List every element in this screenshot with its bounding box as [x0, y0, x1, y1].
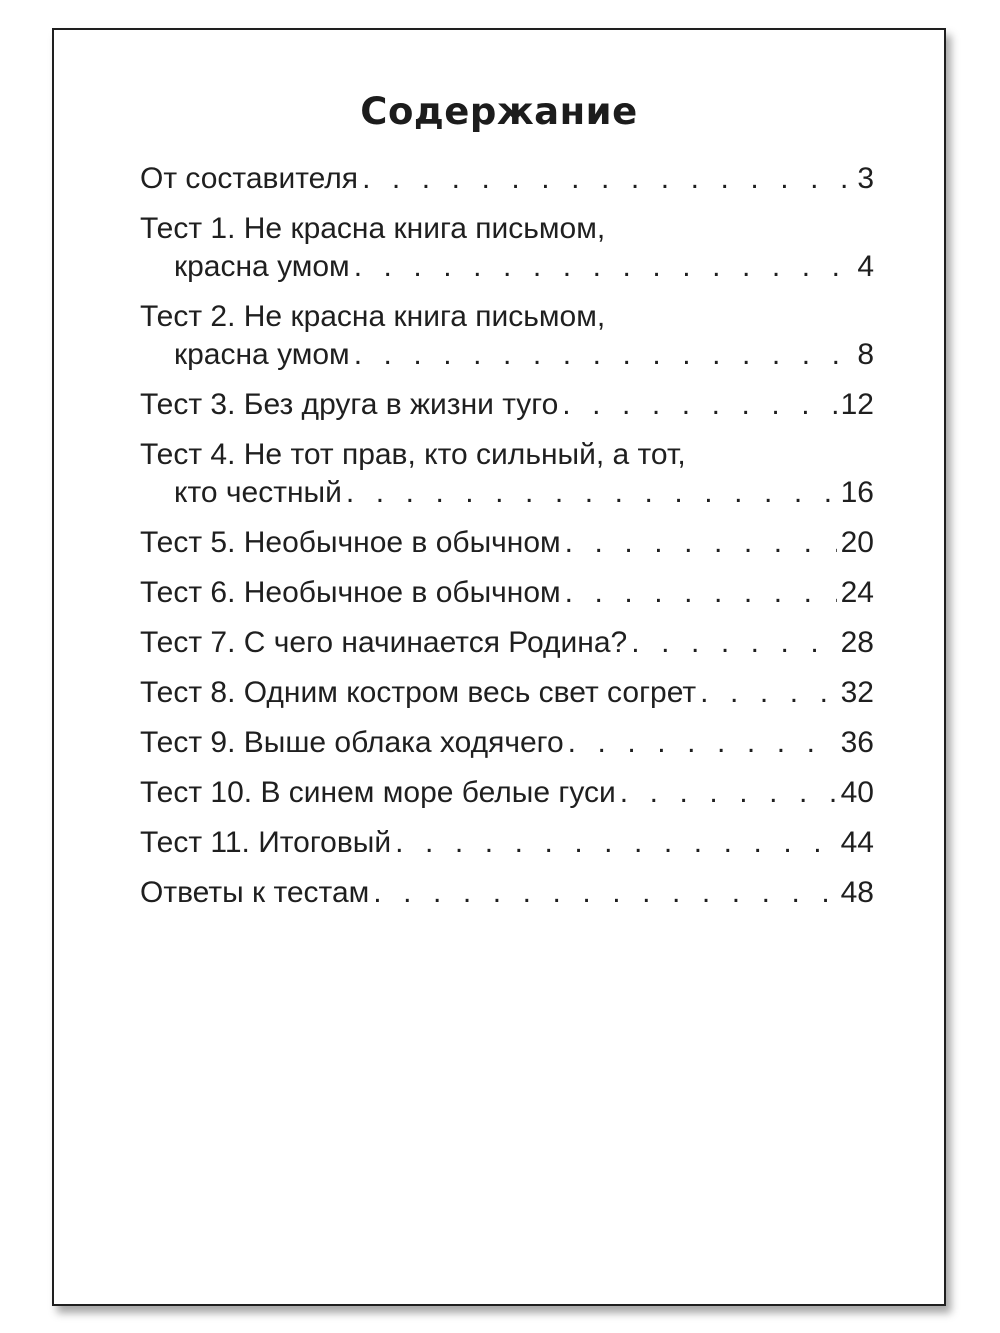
dot-leader: [620, 774, 837, 812]
toc-entry[interactable]: [140, 824, 874, 862]
toc-entry[interactable]: [140, 624, 874, 662]
dot-leader: [565, 574, 837, 612]
page-number: 4: [857, 250, 874, 283]
entry-title: Тест 11. Итоговый: [140, 826, 392, 859]
page-number: 44: [840, 826, 874, 859]
dot-leader: [562, 386, 836, 424]
page-number: 20: [840, 526, 874, 559]
dot-leader: [354, 336, 854, 374]
entry-title: Тест 9. Выше облака ходячего: [140, 726, 564, 759]
page-number: 32: [840, 676, 874, 709]
entry-title: От составителя: [140, 162, 359, 195]
page-number: 40: [840, 776, 874, 809]
toc-entry[interactable]: [140, 436, 874, 512]
toc-entry[interactable]: [140, 724, 874, 762]
entry-title-continuation: красна умом: [174, 338, 350, 371]
page-title: Содержание: [360, 90, 638, 133]
entry-title: Тест 5. Необычное в обычном: [140, 526, 561, 559]
entry-title: Тест 2. Не красна книга письмом,: [140, 300, 606, 333]
toc-entry[interactable]: [140, 524, 874, 562]
entry-title-continuation: кто честный: [174, 476, 342, 509]
document-page: [52, 28, 946, 1306]
table-of-contents: [140, 160, 874, 924]
page-number: 28: [840, 626, 874, 659]
entry-title: Тест 4. Не тот прав, кто сильный, а тот,: [140, 438, 686, 471]
page-number: 16: [840, 476, 874, 509]
dot-leader: [354, 248, 854, 286]
toc-entry[interactable]: [140, 574, 874, 612]
entry-title: Тест 8. Одним костром весь свет согрет: [140, 676, 697, 709]
page-number: 24: [840, 576, 874, 609]
entry-title-continuation: красна умом: [174, 250, 350, 283]
page-number: 3: [857, 162, 874, 195]
toc-entry[interactable]: [140, 210, 874, 286]
toc-entry[interactable]: [140, 674, 874, 712]
toc-entry[interactable]: [140, 160, 874, 198]
dot-leader: [631, 624, 836, 662]
page-number: 48: [840, 876, 874, 909]
page-number: 8: [857, 338, 874, 371]
entry-title: Тест 3. Без друга в жизни туго: [140, 388, 559, 421]
entry-title: Ответы к тестам: [140, 876, 370, 909]
page-number: 36: [840, 726, 874, 759]
toc-entry[interactable]: [140, 386, 874, 424]
dot-leader: [373, 874, 836, 912]
entry-title: Тест 1. Не красна книга письмом,: [140, 212, 606, 245]
toc-entry[interactable]: [140, 874, 874, 912]
entry-title: Тест 6. Необычное в обычном: [140, 576, 561, 609]
entry-title: Тест 7. С чего начинается Родина?: [140, 626, 628, 659]
toc-entry[interactable]: [140, 298, 874, 374]
dot-leader: [346, 474, 837, 512]
page-number: 12: [840, 388, 874, 421]
entry-title: Тест 10. В синем море белые гуси: [140, 776, 616, 809]
toc-entry[interactable]: [140, 774, 874, 812]
dot-leader: [395, 824, 837, 862]
dot-leader: [362, 160, 853, 198]
dot-leader: [568, 724, 837, 762]
dot-leader: [565, 524, 837, 562]
dot-leader: [700, 674, 836, 712]
